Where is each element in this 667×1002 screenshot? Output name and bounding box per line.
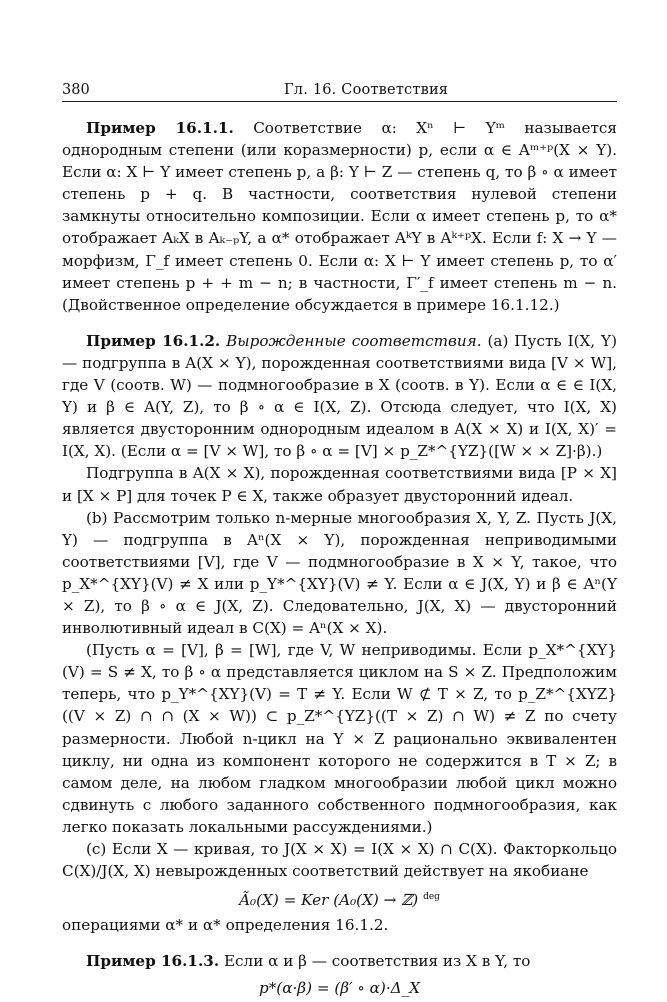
example-continuation: операциями α* и α* определения 16.1.2. [62,916,389,935]
example-paragraph: Подгруппа в A(X × X), порожденная соответствиями вида [P × X] и [X × P] для точек P ∈ X, также образует двусторонний идеал. [62,464,617,505]
formula-text: Ã₀(X) = Ker (A₀(X) → ℤ) [239,891,419,910]
running-title: Гл. 16. Соответствия [284,82,449,98]
example-16-1-3 [62,950,617,998]
example-text: Если α и β — соответствия из X в Y, то [223,952,531,971]
page-header [62,79,617,101]
example-part-b-proof: (Пусть α = [V], β = [W], где V, W неприводимы. Если p_X*^{XY}(V) = S ≠ X, то β ∘ α представляется циклом на S × Z. Предположим теперь, что p_Y*^{XY}(V) = T ≠ Y. Если W ⊄ T × Z, то p_Z*^{XYZ}((V × Z) ∩ ∩ (X × W)) ⊂ p_Z*^{YZ}((T × Z) ∩ W) ≠ Z по счету размерности. Любой n-цикл на Y × Z рационально эквивалентен циклу, ни одна из компонент которого не содержится в T × Z; в самом деле, на любом гладком многообразии любой цикл можно сдвинуть с любого заданного собственного подмногообразия, как легко показать локальными рассуждениями.) [62,641,617,836]
example-16-1-1 [62,117,617,316]
example-label: Пример 16.1.1. [86,119,234,137]
example-text: Соответствие α: Xⁿ ⊢ Yᵐ называется однородным степени (или коразмерности) p, если α ∈ Aᵐ⁺ᵖ(X × Y). Если α: X ⊢ Y имеет степень p, а β: Y ⊢ Z — степень q, то β ∘ α имеет степень p + q. В частности, соответствия нулевой степени замкнуты относительно композиции. Если α имеет степень p, то α* отображает AₖX в Aₖ₋ₚY, а α* отображает AᵏY в Aᵏ⁺ᵖX. Если f: X → Y — морфизм, Γ_f имеет степень 0. Если α: X ⊢ Y имеет степень p, то α′ имеет степень p + + m − n; в частности, Γ′_f имеет степень m − n. (Двойственное определение обсуждается в примере 16.1.12.) [62,119,617,314]
display-formula [62,886,617,911]
page-number: 380 [62,82,90,98]
page-body [62,117,617,1002]
formula-arrow-label: deg [423,892,440,903]
example-label: Пример 16.1.3. [86,952,220,971]
example-16-1-2 [62,330,617,937]
example-part-a: (a) Пусть I(X, Y) — подгруппа в A(X × Y), порожденная соответствиями вида [V × W], где V (соотв. W) — подмногообразие в X (соотв. в Y). Если α ∈ ∈ I(X, Y) и β ∈ A(Y, Z), то β ∘ α ∈ I(X, Z). Отсюда следует, что I(X, X) является двусторонним однородным идеалом в A(X × X) и I(X, X)′ = I(X, X). (Если α = [V × W], то β ∘ α = [V] × p_Z*^{YZ}([W × × Z]·β).) [62,331,618,461]
header-rule [62,101,617,102]
example-label: Пример 16.1.2. [86,331,221,350]
example-title: Вырожденные соответствия. [226,331,482,350]
display-formula: p*(α·β) = (β′ ∘ α)·Δ_X [258,978,421,997]
example-part-c: (c) Если X — кривая, то J(X × X) = I(X × X) ∩ C(X). Факторкольцо C(X)/J(X, X) невырожденных соответствий действует на якобиане [62,840,617,881]
example-part-b: (b) Рассмотрим только n-мерные многообразия X, Y, Z. Пусть J(X, Y) — подгруппа в Aⁿ(X × Y), порожденная неприводимыми соответствиями [V], где V — подмногообразие в X × Y, такое, что p_X*^{XY}(V) ≠ X или p_Y*^{XY}(V) ≠ Y. Если α ∈ J(X, Y) и β ∈ Aⁿ(Y × Z), то β ∘ α ∈ J(X, Z). Следовательно, J(X, X) — двусторонний инволютивный идеал в C(X) = Aⁿ(X × X). [62,508,617,638]
